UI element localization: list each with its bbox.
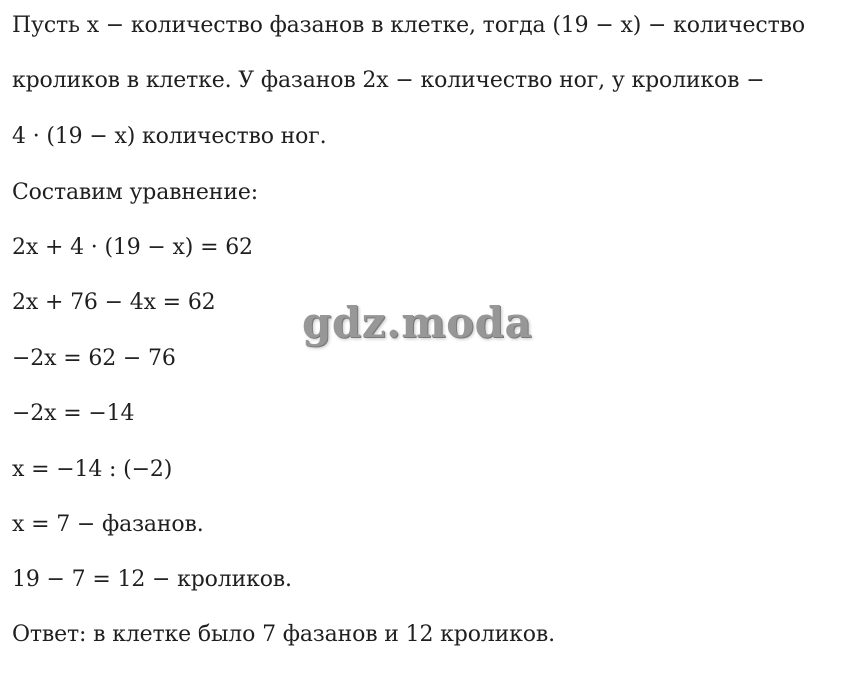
- equation-step-5: x = −14 : (−2): [12, 457, 173, 482]
- equation-step-7: 19 − 7 = 12 − кроликов.: [12, 567, 292, 592]
- text-line-3: 4 · (19 − x) количество ног.: [12, 124, 327, 149]
- equation-step-6: x = 7 − фазанов.: [12, 512, 204, 537]
- equation-step-4: −2x = −14: [12, 401, 135, 426]
- equation-step-1: 2x + 4 · (19 − x) = 62: [12, 235, 253, 260]
- text-line-1: Пусть x − количество фазанов в клетке, тогда (19 − x) − количество: [12, 13, 805, 38]
- watermark-logo: gdz.moda: [302, 298, 533, 347]
- equation-heading: Составим уравнение:: [12, 180, 258, 205]
- equation-step-3: −2x = 62 − 76: [12, 346, 176, 371]
- text-line-2: кроликов в клетке. У фазанов 2x − количество ног, у кроликов −: [12, 68, 765, 93]
- equation-step-2: 2x + 76 − 4x = 62: [12, 290, 216, 315]
- answer-line: Ответ: в клетке было 7 фазанов и 12 кроликов.: [12, 622, 555, 647]
